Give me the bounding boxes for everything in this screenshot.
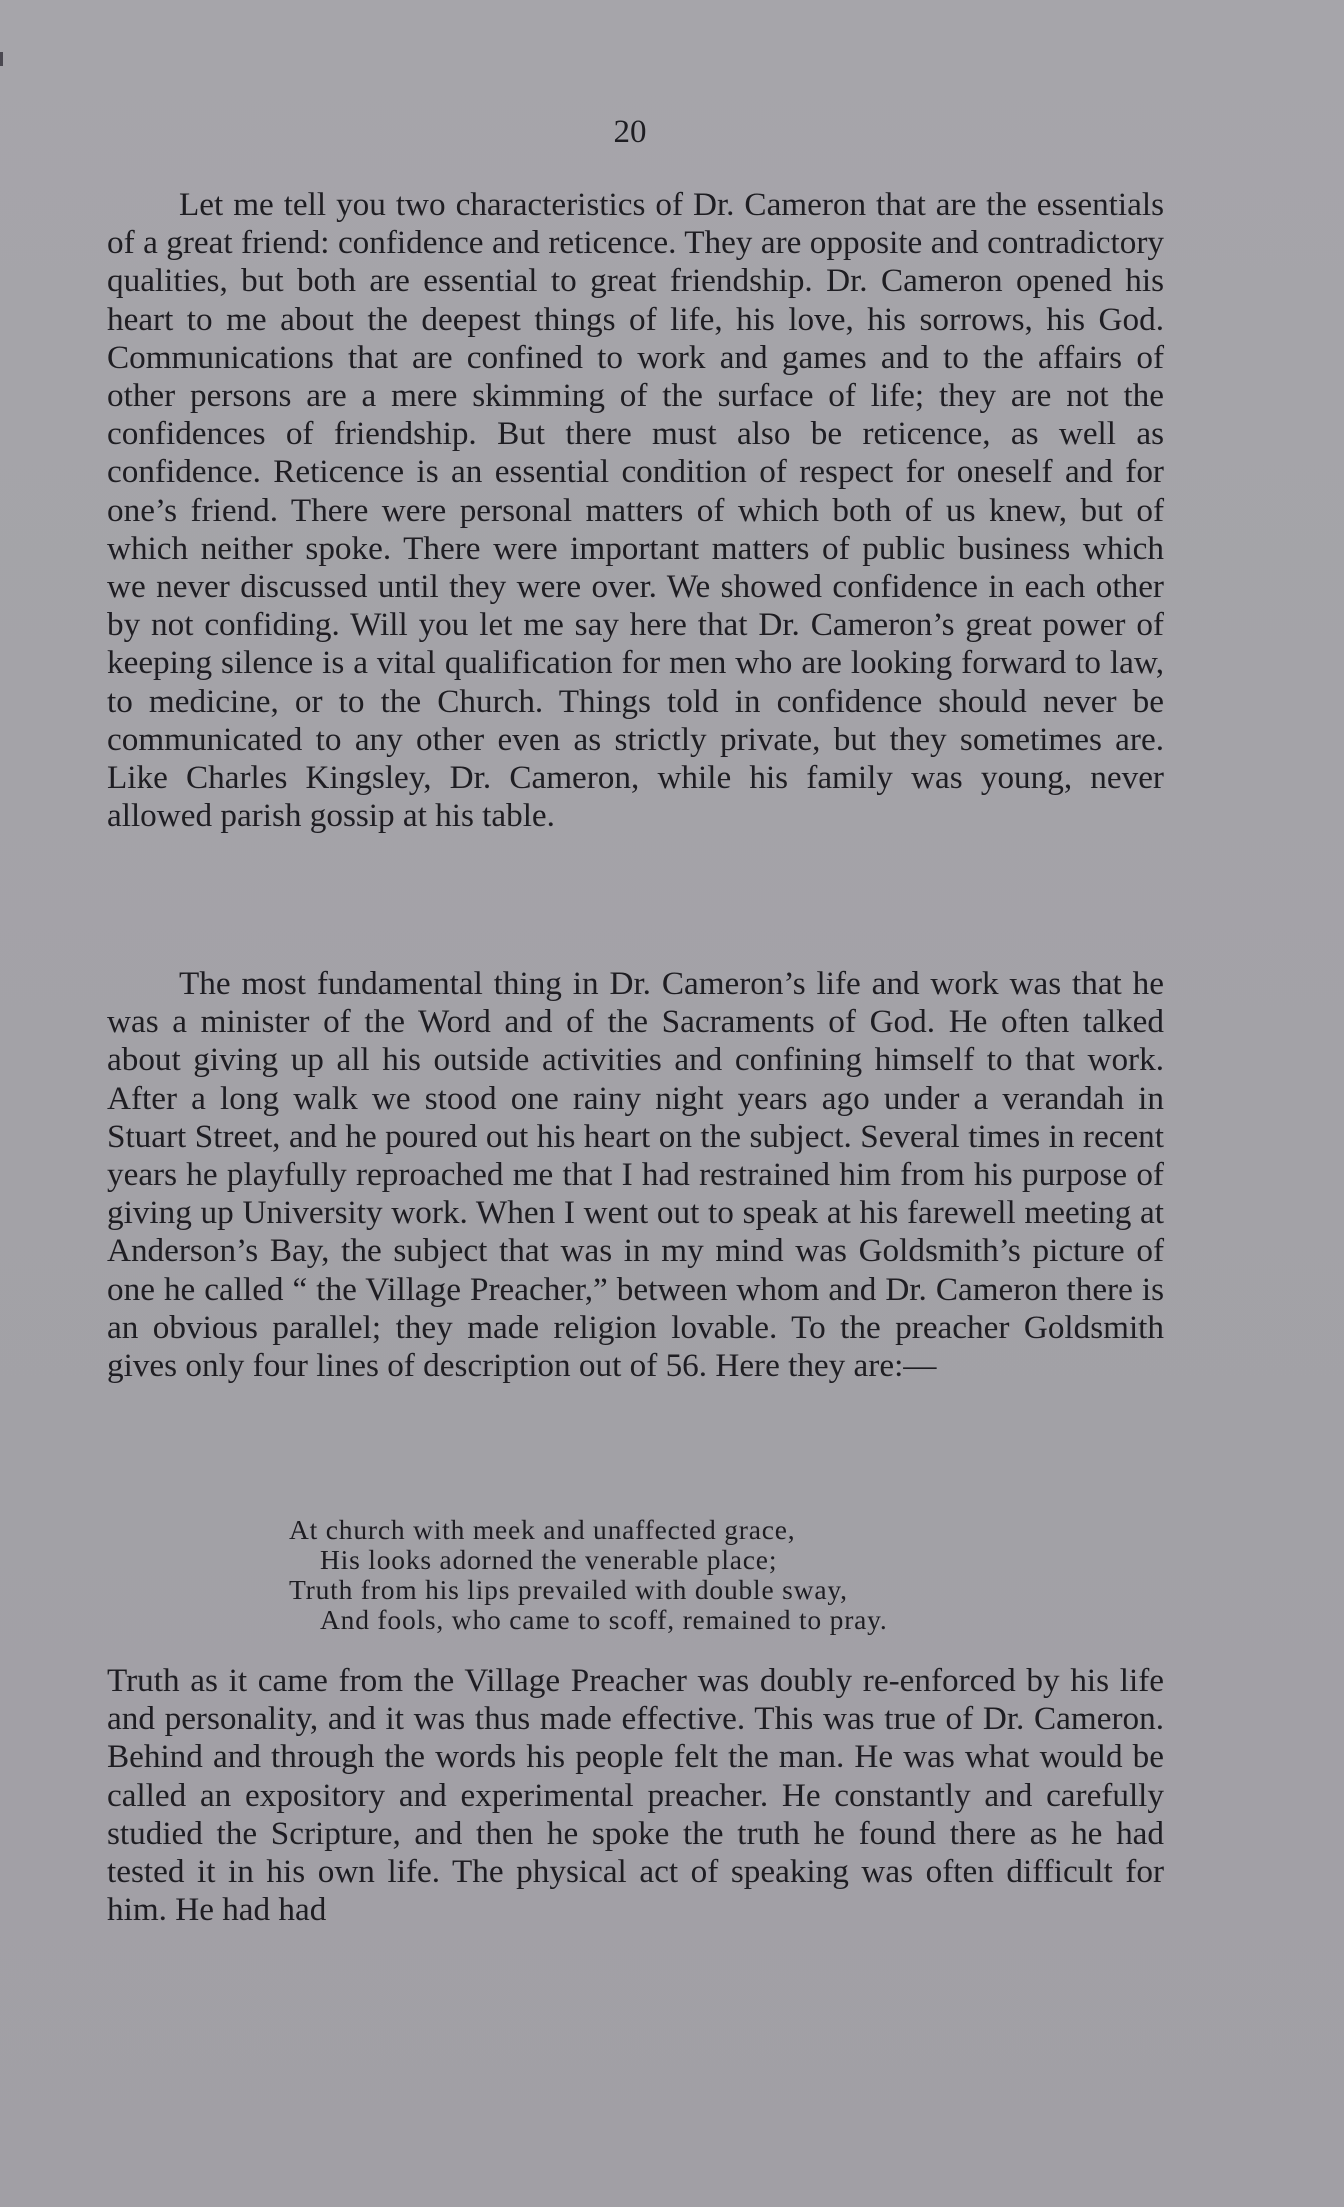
paragraph-text: Truth as it came from the Village Preacher was doubly re-enforced by his life and personality, and it was thus made effective. This was true of Dr. Cameron. Behind and through the words his people felt the man. He was what would be called an expository and experimental preacher. He constantly and carefully studied the Scripture, and then he spoke the truth he found there as he had tested it in his own life. The physical act of speaking was often difficult for him. He had had: [107, 1662, 1164, 1929]
paragraph-minister-of-word: [107, 965, 1164, 1385]
paragraph-village-preacher: [107, 1662, 1164, 1929]
poem-line: And fools, who came to scoff, remained to pray.: [320, 1604, 888, 1635]
poem-line: Truth from his lips prevailed with double sway,: [289, 1574, 848, 1605]
paragraph-confidence-reticence: [107, 186, 1164, 835]
page-number: 20: [613, 114, 647, 150]
paragraph-text: Let me tell you two characteristics of Dr. Cameron that are the essentials of a great friend: confidence and reticence. They are opposite and contradictory qualities, but both are essential to great friendship. Dr. Cameron opened his heart to me about the deepest things of life, his love, his sorrows, his God. Communications that are confined to work and games and to the affairs of other persons are a mere skimming of the surface of life; they are not the confidences of friendship. But there must also be reticence, as well as confidence. Reticence is an essential condition of respect for oneself and for one’s friend. There were personal matters of which both of us knew, but of which neither spoke. There were important matters of public business which we never discussed until they were over. We showed confidence in each other by not confiding. Will you let me say here that Dr. Cameron’s great power of keeping silence is a vital qualification for men who are looking forward to law, to medicine, or to the Church. Things told in confidence should never be communicated to any other even as strictly private, but they sometimes are. Like Charles Kingsley, Dr. Cameron, while his family was young, never allowed parish gossip at his table.: [107, 186, 1164, 835]
poem-line: At church with meek and unaffected grace,: [289, 1514, 796, 1545]
page-edge-mark: [0, 52, 3, 66]
poem-line: His looks adorned the venerable place;: [320, 1544, 778, 1575]
paragraph-text: The most fundamental thing in Dr. Cameron’s life and work was that he was a minister of the Word and of the Sacraments of God. He often talked about giving up all his outside activities and confining himself to that work. After a long walk we stood one rainy night years ago under a verandah in Stuart Street, and he poured out his heart on the subject. Several times in recent years he playfully reproached me that I had restrained him from his purpose of giving up University work. When I went out to speak at his farewell meeting at Anderson’s Bay, the subject that was in my mind was Goldsmith’s picture of one he called “ the Village Preacher,” between whom and Dr. Cameron there is an obvious parallel; they made religion lovable. To the preacher Goldsmith gives only four lines of description out of 56. Here they are:—: [107, 965, 1164, 1385]
poem-quotation: [289, 1515, 888, 1635]
